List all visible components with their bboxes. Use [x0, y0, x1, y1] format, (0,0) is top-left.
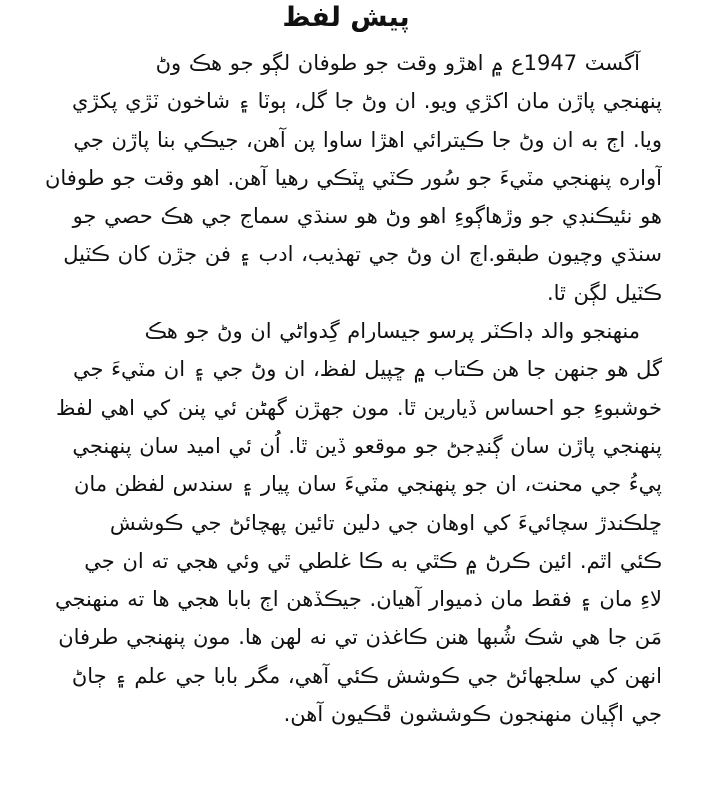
paragraph-line: پنهنجي پاڙن مان اکڙي ويو. ان وڻ جا گل، ٻوٽا ۽ شاخون ٽڙي پکڙي — [72, 89, 662, 114]
paragraph-line: خوشبوءِ جو احساس ڏيارين ٿا. مون جهڙن گهڻن ئي پنن کي اهي لفظ — [55, 395, 662, 420]
paragraph-line: ويا. اڄ به ان وڻ جا ڪيترائي اهڙا ساوا پن آهن، جيڪي بنا پاڙن جي — [73, 127, 662, 152]
paragraph-line: سنڌي وچيون طبقو.اڄ ان وڻ جي تهذيب، ادب ۽ فن جڙن کان ڪٽيل — [63, 242, 662, 267]
paragraph-line: ڪئي اٿم. ائين ڪرڻ ۾ ڪٿي به ڪا غلطي ٿي وئي هجي ته ان جي — [84, 548, 662, 573]
paragraph — [30, 312, 662, 733]
paragraph-line: پنهنجي پاڙن سان ڳنڍجڻ جو موقعو ڏين ٿا. اُن ئي اميد سان پنهنجي — [72, 433, 662, 458]
paragraph-line: ڪٽيل لڳن ٿا. — [546, 280, 662, 305]
document-body — [30, 44, 662, 733]
paragraph — [30, 44, 662, 312]
page-title: پيش لفظ — [282, 2, 410, 33]
paragraph-line: آگسٽ 1947ع ۾ اهڙو وقت جو طوفان لڳو جو هڪ وڻ — [155, 51, 640, 75]
paragraph-line: منهنجو والد ڊاڪٽر پرسو جيسارام گِدواڻي ان وڻ جو هڪ — [144, 319, 640, 344]
paragraph-line: ڇلڪندڙ سچائيءَ کي اوهان جي دلين تائين پهچائڻ جي ڪوشش — [109, 510, 662, 535]
paragraph-line: لاءِ مان ۽ فقط مان ذميوار آهيان. جيڪڏهن اڄ بابا هجي ها ته منهنجي — [54, 587, 662, 612]
paragraph-line: هو نئيڪنڊي جو وڙهاڳوءِ اهو وڻ هو سنڌي سماج جي هڪ حصي جو — [72, 204, 662, 229]
paragraph-line: پيءُ جي محنت، ان جو پنهنجي مٽيءَ سان پيار ۽ سندس لفظن مان — [74, 472, 662, 497]
paragraph-line: مَن جا هي شڪ شُبها هنن ڪاغذن تي نه لهن ها. مون پنهنجي طرفان — [58, 625, 662, 650]
paragraph-line: گل هو جنهن جا هن ڪتاب ۾ ڇپيل لفظ، ان وڻ جي ۽ ان مٽيءَ جي — [72, 357, 662, 382]
paragraph-line: انهن کي سلجهائڻ جي ڪوشش ڪئي آهي، مگر بابا جي علم ۽ ڄاڻ — [71, 663, 662, 688]
paragraph-line: آواره پنهنجي مٽيءَ جو سُور ڪٽي ڀٽڪي رهيا آهن. اهو وقت جو طوفان — [44, 165, 662, 190]
paragraph-line: جي اڳيان منهنجون ڪوششون ڦڪيون آهن. — [283, 702, 662, 727]
